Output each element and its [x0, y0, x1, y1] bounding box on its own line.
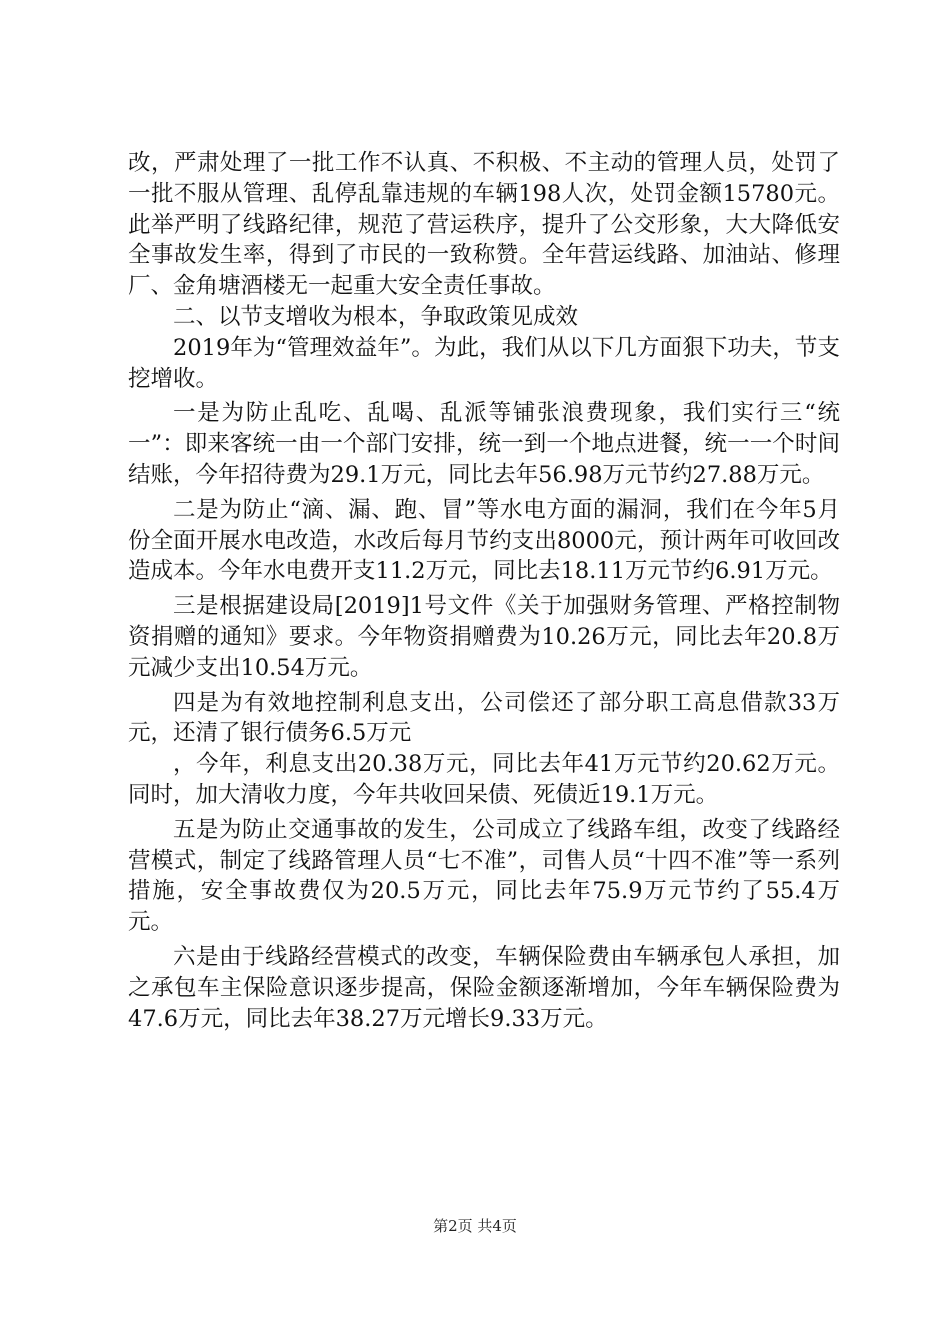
paragraph-item-4: 四是为有效地控制利息支出，公司偿还了部分职工高息借款33万元，还清了银行债务6.5万元 [128, 689, 840, 747]
page-footer: 第2页 共4页 [433, 1217, 517, 1235]
paragraph-item-3: 三是根据建设局[2019]1号文件《关于加强财务管理、严格控制物资捐赠的通知》要求。今年物资捐赠费为10.26万元，同比去年20.8万元减少支出10.54万元。 [128, 593, 840, 681]
paragraph-item-4-continued: ，今年，利息支出20.38万元，同比去年41万元节约20.62万元。同时，加大清收力度，今年共收回呆债、死债近19.1万元。 [128, 751, 840, 808]
paragraph-item-5: 五是为防止交通事故的发生，公司成立了线路车组，改变了线路经营模式，制定了线路管理人员“七不准”，司售人员“十四不准”等一系列措施，安全事故费仅为20.5万元，同比去年75.9万元节约了55.4万元。 [128, 816, 840, 936]
paragraph-item-6: 六是由于线路经营模式的改变，车辆保险费由车辆承包人承担，加之承包车主保险意识逐步提高，保险金额逐渐增加，今年车辆保险费为47.6万元，同比去年38.27万元增长9.33万元。 [128, 943, 840, 1032]
document-body [128, 148, 840, 1034]
paragraph-item-1: 一是为防止乱吃、乱喝、乱派等铺张浪费现象，我们实行三“统一”：即来客统一由一个部门安排，统一到一个地点进餐，统一一个时间结账，今年招待费为29.1万元，同比去年56.98万元节约27.88万元。 [128, 400, 840, 488]
paragraph-intro: 2019年为“管理效益年”。为此，我们从以下几方面狠下功夫，节支挖增收。 [128, 334, 840, 392]
section-heading: 二、以节支增收为根本，争取政策见成效 [173, 303, 579, 330]
paragraph-continued: 改，严肃处理了一批工作不认真、不积极、不主动的管理人员，处罚了一批不服从管理、乱停乱靠违规的车辆198人次，处罚金额15780元。此举严明了线路纪律，规范了营运秩序，提升了公交形象，大大降低安全事故发生率，得到了市民的一致称赞。全年营运线路、加油站、修理厂、金角塘酒楼无一起重大安全责任事故。 [128, 150, 840, 300]
paragraph-item-2: 二是为防止“滴、漏、跑、冒”等水电方面的漏洞，我们在今年5月份全面开展水电改造，水改后每月节约支出8000元，预计两年可收回改造成本。今年水电费开支11.2万元，同比去18.11万元节约6.91万元。 [128, 496, 840, 585]
